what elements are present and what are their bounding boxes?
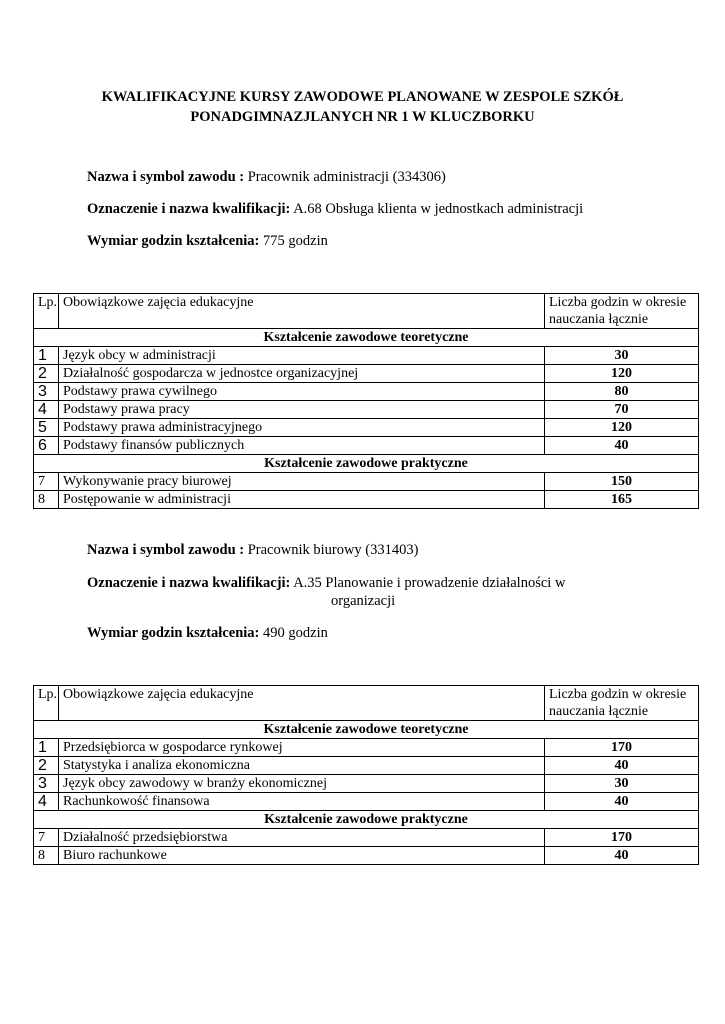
row-subject: Język obcy w administracji (59, 347, 545, 365)
row-subject: Statystyka i analiza ekonomiczna (59, 757, 545, 775)
row-subject: Przedsiębiorca w gospodarce rynkowej (59, 739, 545, 757)
row-lp: 8 (34, 491, 59, 509)
table-row (34, 365, 699, 383)
table-row (34, 739, 699, 757)
table-row (34, 347, 699, 365)
section-row (34, 811, 699, 829)
row-hours: 80 (545, 383, 699, 401)
row-hours: 70 (545, 401, 699, 419)
table-row (34, 775, 699, 793)
table-row (34, 793, 699, 811)
header-hours: Liczba godzin w okresie nauczania łącznie (545, 686, 699, 721)
row-subject: Podstawy prawa administracyjnego (59, 419, 545, 437)
row-hours: 40 (545, 847, 699, 865)
table-row (34, 419, 699, 437)
course-1-qualification (87, 200, 583, 218)
row-lp: 4 (34, 401, 59, 419)
row-lp: 2 (34, 365, 59, 383)
table-row (34, 473, 699, 491)
table-row (34, 847, 699, 865)
table-row (34, 401, 699, 419)
course-1-name-value: Pracownik administracji (334306) (244, 169, 446, 185)
header-subject: Obowiązkowe zajęcia edukacyjne (59, 686, 545, 721)
row-lp: 1 (34, 739, 59, 757)
table-row (34, 383, 699, 401)
row-hours: 120 (545, 365, 699, 383)
header-hours: Liczba godzin w okresie nauczania łącznie (545, 294, 699, 329)
row-lp: 1 (34, 347, 59, 365)
document-title (60, 87, 665, 127)
course-1-name (87, 168, 446, 186)
section-row (34, 329, 699, 347)
row-subject: Podstawy prawa cywilnego (59, 383, 545, 401)
row-hours: 120 (545, 419, 699, 437)
course-1-name-label: Nazwa i symbol zawodu : (87, 169, 245, 185)
course-2-hours (87, 624, 328, 642)
table-row (34, 757, 699, 775)
table-row (34, 829, 699, 847)
row-lp: 2 (34, 757, 59, 775)
section-title: Kształcenie zawodowe teoretyczne (34, 329, 699, 347)
course-2-name-value: Pracownik biurowy (331403) (244, 542, 419, 558)
course-2-qualification (87, 574, 565, 610)
table-header-row (34, 294, 699, 329)
title-line-1: KWALIFIKACYJNE KURSY ZAWODOWE PLANOWANE W ZESPOLE SZKÓŁ (101, 89, 624, 105)
row-hours: 40 (545, 757, 699, 775)
course-2-name-label: Nazwa i symbol zawodu : (87, 542, 245, 558)
row-hours: 40 (545, 437, 699, 455)
section-row (34, 721, 699, 739)
course-1-hours-label: Wymiar godzin kształcenia: (87, 233, 260, 249)
course-1-hours (87, 232, 328, 250)
course-1-qual-label: Oznaczenie i nazwa kwalifikacji: (87, 201, 291, 217)
row-subject: Biuro rachunkowe (59, 847, 545, 865)
header-subject: Obowiązkowe zajęcia edukacyjne (59, 294, 545, 329)
course-2-qual-value: A.35 Planowanie i prowadzenie działalności w (290, 575, 566, 591)
row-hours: 30 (545, 775, 699, 793)
row-lp: 5 (34, 419, 59, 437)
row-subject: Postępowanie w administracji (59, 491, 545, 509)
course-1-table (33, 293, 699, 509)
section-title: Kształcenie zawodowe praktyczne (34, 811, 699, 829)
row-lp: 3 (34, 383, 59, 401)
row-lp: 3 (34, 775, 59, 793)
course-1-hours-value: 775 godzin (259, 233, 328, 249)
row-hours: 170 (545, 829, 699, 847)
row-subject: Język obcy zawodowy w branży ekonomicznej (59, 775, 545, 793)
course-2-qual-value-cont: organizacji (331, 593, 396, 609)
table-row (34, 437, 699, 455)
table-header-row (34, 686, 699, 721)
row-hours: 170 (545, 739, 699, 757)
course-2-hours-label: Wymiar godzin kształcenia: (87, 625, 260, 641)
course-2-name (87, 541, 418, 559)
row-hours: 30 (545, 347, 699, 365)
section-title: Kształcenie zawodowe teoretyczne (34, 721, 699, 739)
row-lp: 8 (34, 847, 59, 865)
course-2-table (33, 685, 699, 865)
row-subject: Wykonywanie pracy biurowej (59, 473, 545, 491)
row-subject: Działalność przedsiębiorstwa (59, 829, 545, 847)
course-2-qual-label: Oznaczenie i nazwa kwalifikacji: (87, 575, 291, 591)
course-2-hours-value: 490 godzin (259, 625, 328, 641)
row-lp: 6 (34, 437, 59, 455)
row-subject: Działalność gospodarcza w jednostce organizacyjnej (59, 365, 545, 383)
section-title: Kształcenie zawodowe praktyczne (34, 455, 699, 473)
row-hours: 165 (545, 491, 699, 509)
title-line-2: PONADGIMNAZJLANYCH NR 1 W KLUCZBORKU (190, 109, 535, 125)
table-row (34, 491, 699, 509)
row-lp: 7 (34, 829, 59, 847)
row-subject: Podstawy finansów publicznych (59, 437, 545, 455)
row-subject: Podstawy prawa pracy (59, 401, 545, 419)
row-lp: 7 (34, 473, 59, 491)
course-1-qual-value: A.68 Obsługa klienta w jednostkach administracji (290, 201, 584, 217)
header-lp: Lp. (34, 294, 59, 329)
section-row (34, 455, 699, 473)
header-lp: Lp. (34, 686, 59, 721)
row-hours: 40 (545, 793, 699, 811)
row-subject: Rachunkowość finansowa (59, 793, 545, 811)
row-lp: 4 (34, 793, 59, 811)
row-hours: 150 (545, 473, 699, 491)
